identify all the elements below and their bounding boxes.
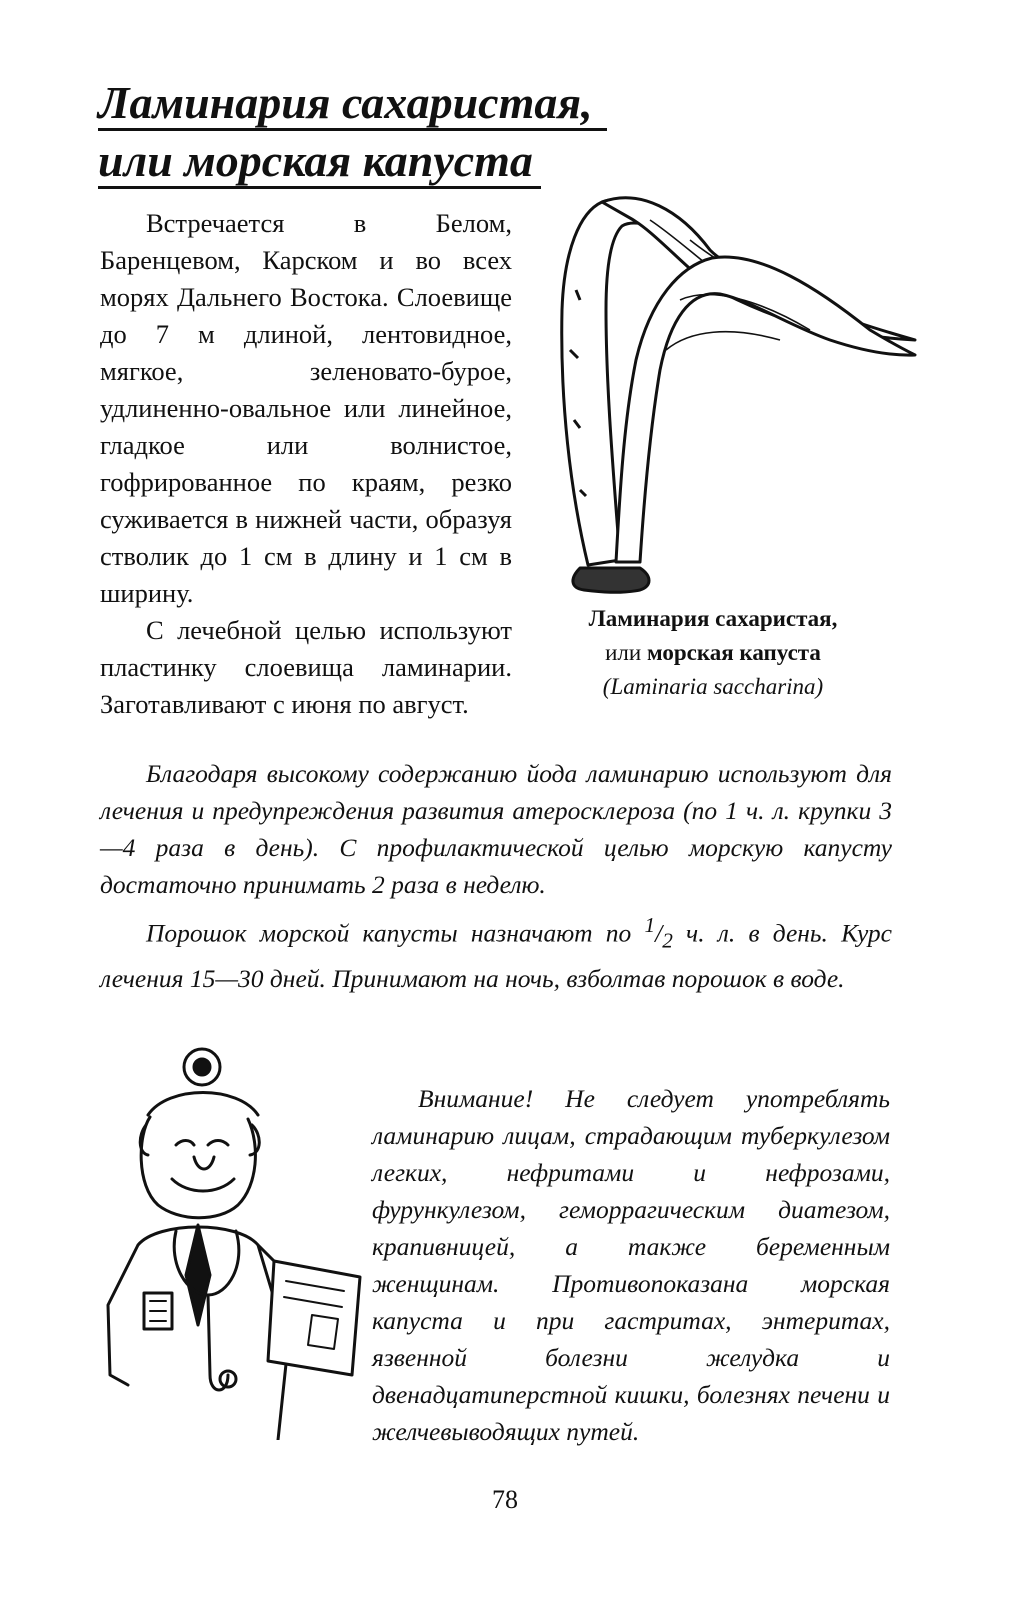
title-line-1: Ламинария сахаристая, xyxy=(98,78,607,131)
intro-paragraph-2: С лечебной целью используют пластинку слоевища ламинарии. Заготавливают с июня по август. xyxy=(100,615,512,719)
intro-text xyxy=(100,205,512,723)
page-number: 78 xyxy=(492,1485,518,1514)
fraction-denominator: 2 xyxy=(662,928,673,953)
caption-latin-name: (Laminaria saccharina) xyxy=(602,674,824,699)
usage-text xyxy=(100,755,892,1001)
kelp-illustration xyxy=(540,190,940,600)
caption-line-2 xyxy=(548,636,878,670)
intro-paragraph-1: Встречается в Белом, Баренцевом, Карском и во всех морях Дальнего Востока. Слоевище до 7 м длиной, лентовидное, мягкое, зеленовато-бурое, удлиненно-овальное или линейное, гладкое или волнистое, гофрированное по краям, резко суживается в нижней части, образуя стволик до 1 см в длину и 1 см в ширину. xyxy=(100,208,512,608)
caption-line-1: Ламинария сахаристая, xyxy=(588,606,838,631)
page-title xyxy=(98,74,618,190)
caption-bold-name: морская капуста xyxy=(646,640,821,665)
warning-text xyxy=(372,1080,890,1450)
caption-prefix: или xyxy=(605,640,647,665)
usage-p2-start: Порошок морской капусты назначают по xyxy=(146,918,645,948)
usage-paragraph-2: Порошок морской капусты назначают по $^1/_2$ ч. л. в день. Курс лечения 15—30 дней. Принимают на ночь, взболтав порошок в воде. xyxy=(100,913,893,993)
usage-paragraph-1: Благодаря высокому содержанию йода ламинарию используют для лечения и предупреждения развития атеросклероза (по 1 ч. л. крупки 3—4 раза в день). С профилактической целью морскую капусту достаточно принимать 2 раза в неделю. xyxy=(100,759,892,899)
title-line-2: или морская капуста xyxy=(98,136,541,189)
doctor-illustration xyxy=(98,1045,398,1440)
figure-caption xyxy=(548,602,878,704)
fraction-numerator: 1 xyxy=(644,913,656,937)
usage-p2-end: ч. л. в день. Курс лечения 15—30 дней. Принимают на ночь, взболтав порошок в воде. xyxy=(100,918,893,993)
warning-paragraph: Внимание! Не следует употреблять ламинарию лицам, страдающим туберкулезом легких, нефритами и нефрозами, фурункулезом, геморрагическим диатезом, крапивницей, а также беременным женщинам. Противопоказана морская капуста и при гастритах, энтеритах, язвенной болезни желудка и двенадцатиперстной кишки, болезнях печени и желчевыводящих путей. xyxy=(372,1084,890,1446)
